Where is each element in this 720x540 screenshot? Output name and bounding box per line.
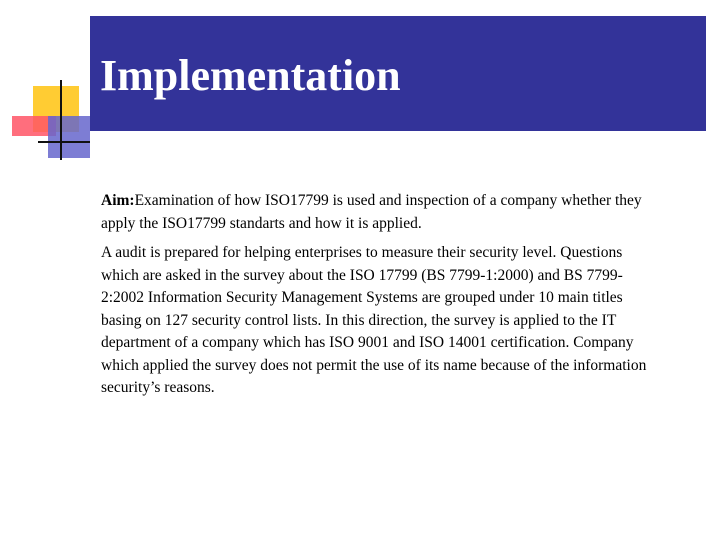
decor-horizontal-line	[38, 141, 90, 143]
decor-blue-square	[48, 116, 90, 158]
decor-vertical-line	[60, 80, 62, 160]
aim-label: Aim:	[101, 192, 135, 209]
aim-paragraph	[101, 190, 661, 235]
slide-title: Implementation	[100, 51, 401, 100]
aim-text: Examination of how ISO17799 is used and inspection of a company whether they apply the ISO17799 standarts and how it is applied.	[101, 192, 642, 232]
audit-paragraph: A audit is prepared for helping enterprises to measure their security level. Questions which are asked in the survey about the ISO 17799 (BS 7799-1:2000) and BS 7799-2:2002 Information Security Management Systems are grouped under 10 main titles basing on 127 security control lists. In this direction, the survey is applied to the IT department of a company which has ISO 9001 and ISO 14001 certification. Company which applied the survey does not permit the use of its name because of the information security’s reasons.	[101, 244, 647, 396]
slide-body	[101, 190, 661, 407]
